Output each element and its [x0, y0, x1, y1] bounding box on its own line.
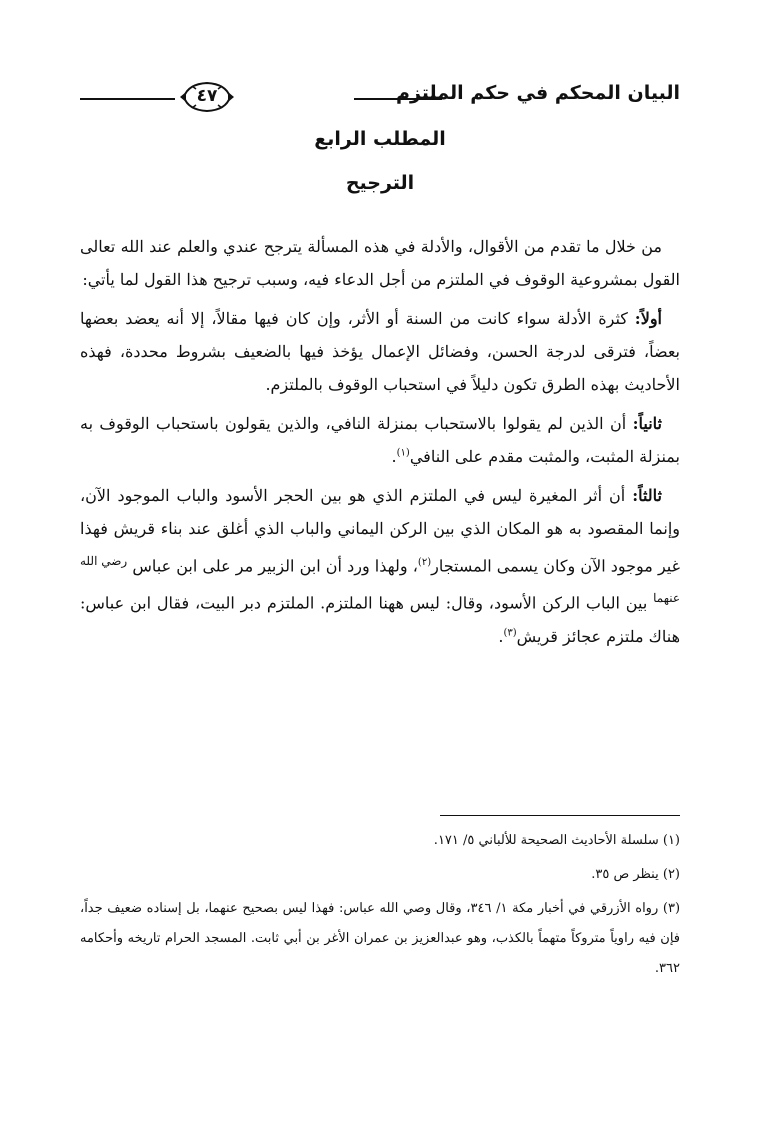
header-rule-left: [80, 98, 175, 100]
header-rule-right: [354, 98, 442, 100]
footnote-ref-1[interactable]: (١): [396, 447, 410, 459]
paragraph-second-reason: [80, 407, 680, 473]
page-number: ٤٧: [196, 86, 218, 106]
footnote-ref-2[interactable]: (٢): [417, 557, 432, 568]
main-text: [80, 230, 680, 659]
page-number-badge: [178, 80, 236, 114]
footnote-3: (٣) رواه الأزرقي في أخبار مكة ١/ ٣٤٦، وقال وصي الله عباس: فهذا ليس بصحيح عنهما، بل إسناده ضعيف جداً، فإن فيه راوياً متروكاً متهماً بالكذب، وهو عبدالعزيز بن عمران الأغر بن أبي ثابت. المسجد الحرام تاريخه وأحكامه ٣٦٢.: [80, 901, 681, 976]
third-reason-label: ثالثاً:: [632, 486, 662, 505]
footnote-ref-3[interactable]: (٣): [503, 627, 517, 639]
section-heading: المطلب الرابع: [314, 128, 446, 150]
second-reason-text: أن الذين لم يقولوا بالاستحباب بمنزلة النافي، والذين يقولون باستحباب الوقوف به بمنزلة المثبت، والمثبت مقدم على النافي: [80, 414, 680, 466]
footnote-1: (١) سلسلة الأحاديث الصحيحة للألباني ٥/ ١٧١.: [433, 833, 680, 848]
third-reason-text-c: بين الباب الركن الأسود، وقال: ليس ههنا الملتزم. الملتزم دبر البيت، فقال ابن عباس: هناك ملتزم عجائز قريش: [80, 593, 680, 646]
book-title: البيان المحكم في حكم الملتزم: [396, 82, 680, 104]
honorific-glyph: رضي الله عنهما: [80, 554, 680, 606]
second-reason-end: .: [391, 447, 397, 466]
footnote-separator: [440, 815, 680, 816]
paragraph-third-reason: [80, 479, 680, 653]
third-reason-end: .: [498, 626, 504, 646]
section-subheading: الترجيح: [345, 172, 415, 194]
second-reason-label: ثانياً:: [632, 414, 662, 433]
third-reason-text-b: ، ولهذا ورد أن ابن الزبير مر على ابن عباس: [132, 556, 418, 576]
footnote-2: (٢) ينظر ص ٣٥.: [591, 867, 680, 882]
footnotes: [80, 826, 680, 988]
paragraph-first-reason: [80, 302, 680, 401]
running-header: [80, 78, 680, 118]
first-reason-label: أولاً:: [634, 309, 662, 328]
third-reason-text-a: أن أثر المغيرة ليس في الملتزم الذي هو بين الحجر الأسود والباب الموجود الآن، وإنما المقصود به هو المكان الذي بين الركن اليماني والباب الذي أغلق عند بناء قريش فهذا غير موجود الآن وكان يسمى المستجار: [80, 486, 680, 576]
first-reason-text: كثرة الأدلة سواء كانت من السنة أو الأثر، وإن كان فيها مقالاً، إلا أنه يعضد بعضها بعضاً، فترقى لدرجة الحسن، وفضائل الإعمال يؤخذ فيها بالضعيف بشروط محددة، فهذه الأحاديث بهذه الطرق تكون دليلاً في استحباب الوقوف بالملتزم.: [80, 309, 680, 394]
paragraph-intro: من خلال ما تقدم من الأقوال، والأدلة في هذه المسألة يترجح عندي والعلم عند الله تعالى القول بمشروعية الوقوف في الملتزم من أجل الدعاء فيه، وسبب ترجيح هذا القول لما يأتي:: [80, 237, 680, 289]
